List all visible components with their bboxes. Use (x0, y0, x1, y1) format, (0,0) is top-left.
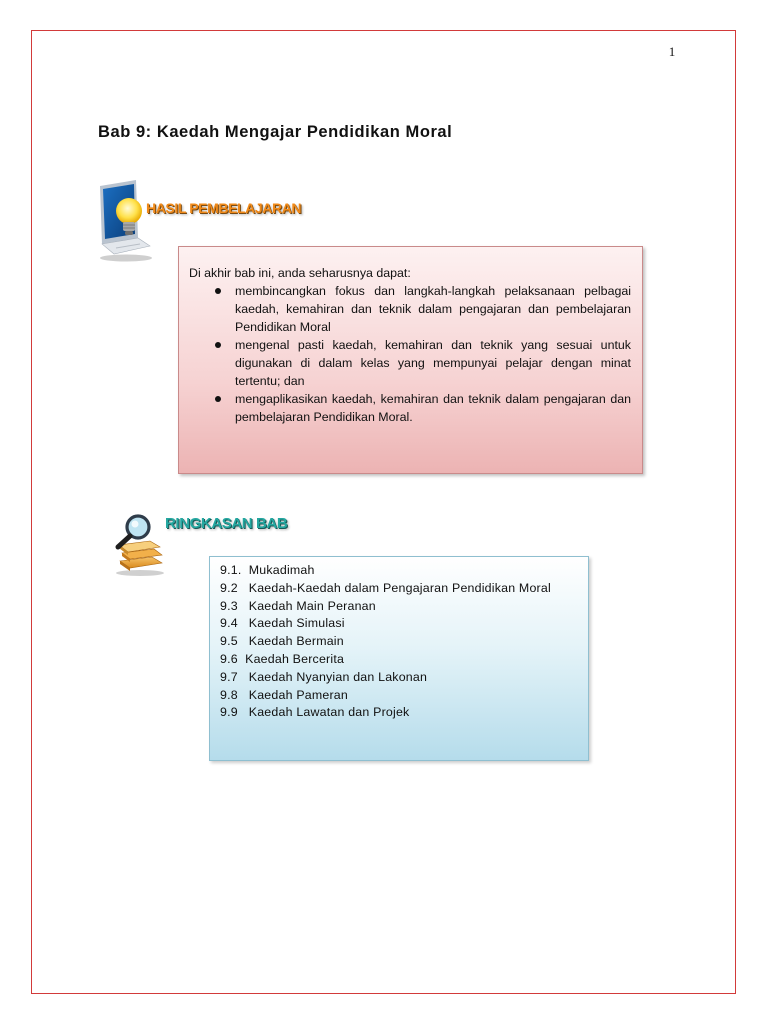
page-number: 1 (668, 44, 676, 59)
list-item: 9.6 Kaedah Bercerita (220, 651, 345, 666)
learning-outcomes-box (178, 246, 643, 474)
learning-outcomes-header: HASIL PEMBELAJARAN (146, 200, 302, 216)
list-item: mengaplikasikan kaedah, kemahiran dan teknik dalam pengajaran dan pembelajaran Pendidikan Moral. (189, 390, 631, 426)
list-item: 9.8 Kaedah Pameran (220, 687, 348, 702)
bullet-icon (215, 342, 221, 348)
lightbulb-monitor-icon (96, 178, 158, 262)
chapter-summary-header: RINGKASAN BAB (165, 515, 288, 532)
learning-outcomes-list (189, 282, 631, 426)
list-item: 9.2 Kaedah-Kaedah dalam Pengajaran Pendidikan Moral (220, 580, 551, 595)
books-magnifier-icon (112, 511, 168, 577)
chapter-title: Bab 9: Kaedah Mengajar Pendidikan Moral (98, 123, 453, 141)
chapter-summary-list (220, 562, 580, 722)
list-item: 9.3 Kaedah Main Peranan (220, 598, 376, 613)
list-item: 9.7 Kaedah Nyanyian dan Lakonan (220, 669, 428, 684)
learning-outcomes-intro: Di akhir bab ini, anda seharusnya dapat: (189, 266, 411, 280)
bullet-icon (215, 288, 221, 294)
list-item: 9.5 Kaedah Bermain (220, 634, 344, 649)
bullet-icon (215, 396, 221, 402)
chapter-summary-box (209, 556, 589, 761)
list-item: 9.4 Kaedah Simulasi (220, 616, 345, 631)
list-item: mengenal pasti kaedah, kemahiran dan teknik yang sesuai untuk digunakan di dalam kelas yang mempunyai pelajar dengan minat tertentu; dan (189, 336, 631, 390)
list-item: 9.1. Mukadimah (220, 563, 315, 577)
list-item: 9.9 Kaedah Lawatan dan Projek (220, 705, 410, 720)
list-item: membincangkan fokus dan langkah-langkah pelaksanaan pelbagai kaedah, kemahiran dan teknik dalam pengajaran dan pembelajaran Pendidikan Moral (189, 282, 631, 336)
